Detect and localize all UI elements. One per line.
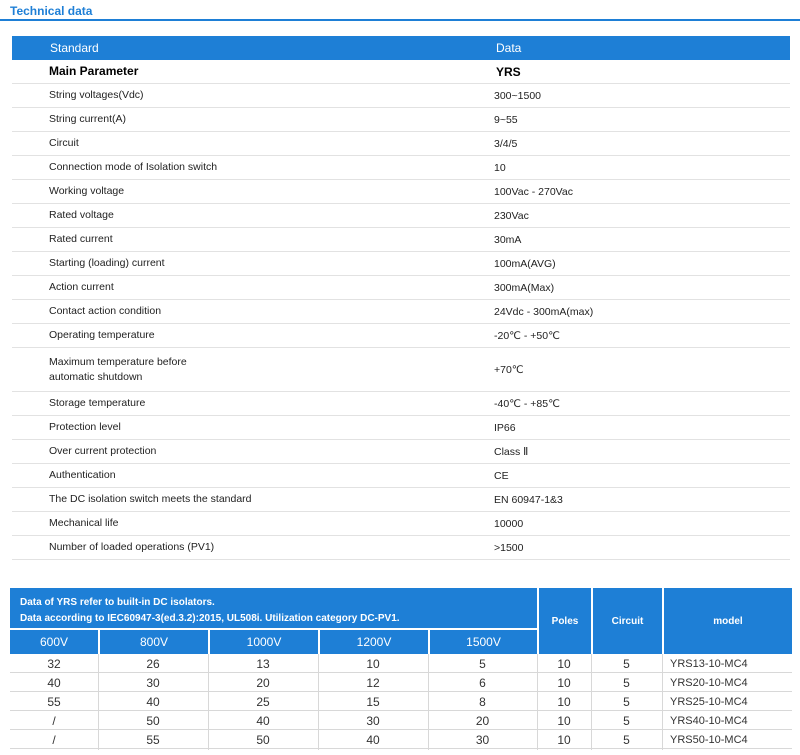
row-value: IP66 [494, 421, 516, 434]
row-value: Class Ⅱ [494, 445, 529, 458]
header-voltage-1000v: 1000V [208, 628, 318, 654]
row-label-text: Mechanical life [49, 517, 119, 530]
header-circuit: Circuit [591, 588, 662, 654]
cell-circuit: 5 [623, 675, 630, 690]
row-label [12, 256, 324, 270]
row-label [12, 280, 324, 294]
row-value: 10000 [494, 517, 524, 530]
table-row [12, 440, 790, 464]
cell-v600: 40 [47, 675, 61, 690]
column-gap [324, 416, 336, 439]
table-header [12, 36, 790, 60]
row-label [12, 396, 324, 410]
table-row [12, 108, 790, 132]
column-gap [324, 440, 336, 463]
row-label [12, 516, 324, 530]
table-row [12, 464, 790, 488]
column-gap [324, 392, 336, 415]
row-value: 230Vac [494, 209, 529, 222]
cell-v1200: 15 [366, 694, 380, 709]
column-gap [324, 180, 336, 203]
cell-v1500: 6 [479, 675, 486, 690]
cell-poles: 10 [557, 675, 571, 690]
row-value: 10 [494, 161, 506, 174]
column-divider [662, 654, 663, 750]
header-standard: Standard [50, 41, 99, 55]
table-row [12, 488, 790, 512]
table-row [12, 84, 790, 108]
row-label [12, 304, 324, 318]
cell-model: YRS50-10-MC4 [670, 733, 748, 746]
row-label-text: Protection level [49, 421, 121, 434]
header-poles: Poles [537, 588, 591, 654]
cell-v1500: 5 [479, 656, 486, 671]
row-value: 100Vac - 270Vac [494, 185, 573, 198]
row-label [12, 328, 324, 342]
column-gap [324, 512, 336, 535]
column-gap [324, 84, 336, 107]
cell-v1000: 50 [256, 732, 270, 747]
model-table-note [20, 595, 400, 627]
column-gap [324, 536, 336, 559]
table-row [12, 512, 790, 536]
column-gap [324, 132, 336, 155]
row-value: 3/4/5 [494, 137, 518, 150]
cell-v1500: 8 [479, 694, 486, 709]
row-value: 30mA [494, 233, 522, 246]
table-row [12, 252, 790, 276]
column-divider [537, 654, 538, 750]
column-gap [324, 228, 336, 251]
row-label-text: The DC isolation switch meets the standard [49, 493, 252, 506]
row-label [12, 63, 324, 79]
row-value: +70℃ [494, 363, 524, 376]
column-gap [324, 348, 336, 391]
column-gap [324, 300, 336, 323]
cell-poles: 10 [557, 656, 571, 671]
row-label [12, 232, 324, 246]
header-voltage-1500v: 1500V [428, 628, 537, 654]
cell-v1500: 30 [475, 732, 490, 747]
row-label-text: Storage temperature [49, 397, 146, 410]
row-label-text: Rated current [49, 233, 113, 246]
row-label-text: Contact action condition [49, 305, 162, 318]
cell-circuit: 5 [623, 656, 630, 671]
table-row [12, 300, 790, 324]
column-gap [324, 464, 336, 487]
cell-poles: 10 [557, 694, 571, 709]
table-row [10, 730, 792, 749]
row-label-text: Working voltage [49, 185, 125, 198]
row-label-text: Rated voltage [49, 209, 114, 222]
table-row [10, 654, 792, 673]
section-divider [0, 19, 800, 21]
row-label [12, 208, 324, 222]
cell-circuit: 5 [623, 694, 630, 709]
row-label [12, 88, 324, 102]
column-divider [428, 654, 429, 750]
row-label-text: Maximum temperature before [49, 356, 187, 369]
row-label [12, 355, 324, 383]
model-table [10, 588, 792, 750]
row-label [12, 468, 324, 482]
cell-circuit: 5 [623, 713, 630, 728]
cell-v800: 40 [146, 694, 160, 709]
table-row [12, 156, 790, 180]
cell-poles: 10 [557, 732, 571, 747]
row-value: YRS [496, 64, 521, 79]
cell-model: YRS25-10-MC4 [670, 695, 748, 708]
row-value: 300mA(Max) [494, 281, 555, 294]
header-voltage-600v: 600V [10, 628, 98, 654]
table-row [12, 392, 790, 416]
row-label [12, 444, 324, 458]
table-row [12, 132, 790, 156]
cell-v600: 55 [47, 694, 61, 709]
column-gap [324, 204, 336, 227]
table-row [12, 536, 790, 560]
cell-model: YRS13-10-MC4 [670, 657, 748, 670]
row-label-text: Main Parameter [49, 64, 139, 79]
cell-model: YRS20-10-MC4 [670, 676, 748, 689]
header-voltage-800v: 800V [98, 628, 208, 654]
cell-v1000: 13 [256, 656, 270, 671]
column-divider [208, 654, 209, 750]
cell-v600: / [52, 713, 56, 728]
cell-v800: 50 [146, 713, 160, 728]
row-label-text: Action current [49, 281, 114, 294]
column-gap [324, 156, 336, 179]
row-label [12, 160, 324, 174]
column-divider [591, 654, 592, 750]
table-row [10, 692, 792, 711]
row-label [12, 540, 324, 554]
cell-v1200: 12 [366, 675, 380, 690]
row-label-text: String current(A) [49, 113, 127, 126]
row-value: 9~55 [494, 113, 518, 126]
cell-v800: 55 [146, 732, 160, 747]
column-gap [324, 252, 336, 275]
row-value: 100mA(AVG) [494, 257, 556, 270]
column-gap [324, 276, 336, 299]
note-line-2: Data according to IEC60947-3(ed.3.2):2015, UL508i. Utilization category DC-PV1. [20, 613, 400, 624]
table-row [12, 276, 790, 300]
row-value: -20℃ - +50℃ [494, 329, 560, 342]
cell-v1000: 25 [256, 694, 270, 709]
row-label [12, 136, 324, 150]
cell-v1200: 40 [366, 732, 380, 747]
table-row [12, 348, 790, 392]
row-value: EN 60947-1&3 [494, 493, 563, 506]
cell-v800: 26 [146, 656, 160, 671]
header-voltage-1200v: 1200V [318, 628, 428, 654]
cell-v600: 32 [47, 656, 61, 671]
header-data: Data [496, 41, 522, 55]
column-divider [98, 654, 99, 750]
column-gap [324, 488, 336, 511]
cell-v1200: 30 [366, 713, 380, 728]
table-row [12, 180, 790, 204]
cell-poles: 10 [557, 713, 571, 728]
row-label [12, 492, 324, 506]
cell-model: YRS40-10-MC4 [670, 714, 748, 727]
technical-data-table [12, 36, 790, 560]
row-label-text: Operating temperature [49, 329, 155, 342]
row-label [12, 420, 324, 434]
cell-v1200: 10 [366, 656, 380, 671]
row-label-text: Starting (loading) current [49, 257, 165, 270]
table-row [10, 711, 792, 730]
table-row [10, 673, 792, 692]
cell-v800: 30 [146, 675, 160, 690]
row-label-text: Number of loaded operations (PV1) [49, 541, 215, 554]
row-value: >1500 [494, 541, 524, 554]
row-value: 300~1500 [494, 89, 542, 102]
table-row [12, 60, 790, 84]
table-row [12, 324, 790, 348]
row-label-text: Authentication [49, 469, 116, 482]
section-title: Technical data [10, 4, 93, 18]
row-label [12, 184, 324, 198]
row-label-text: Connection mode of Isolation switch [49, 161, 218, 174]
row-label-text: Circuit [49, 137, 79, 150]
row-label-text-2: automatic shutdown [49, 370, 143, 383]
table-row [12, 416, 790, 440]
row-label [12, 112, 324, 126]
row-value: CE [494, 469, 509, 482]
column-gap [324, 108, 336, 131]
table-row [12, 228, 790, 252]
column-gap [324, 324, 336, 347]
cell-v1500: 20 [475, 713, 490, 728]
table-row [12, 204, 790, 228]
cell-v1000: 40 [256, 713, 270, 728]
row-value: -40℃ - +85℃ [494, 397, 560, 410]
column-divider [318, 654, 319, 750]
cell-v1000: 20 [256, 675, 270, 690]
row-value: 24Vdc - 300mA(max) [494, 305, 594, 318]
row-label-text: String voltages(Vdc) [49, 89, 144, 102]
row-label-text: Over current protection [49, 445, 157, 458]
cell-v600: / [52, 732, 56, 747]
note-line-1: Data of YRS refer to built-in DC isolators. [20, 597, 215, 608]
column-gap [324, 60, 336, 83]
cell-circuit: 5 [623, 732, 630, 747]
header-model: model [662, 588, 792, 654]
